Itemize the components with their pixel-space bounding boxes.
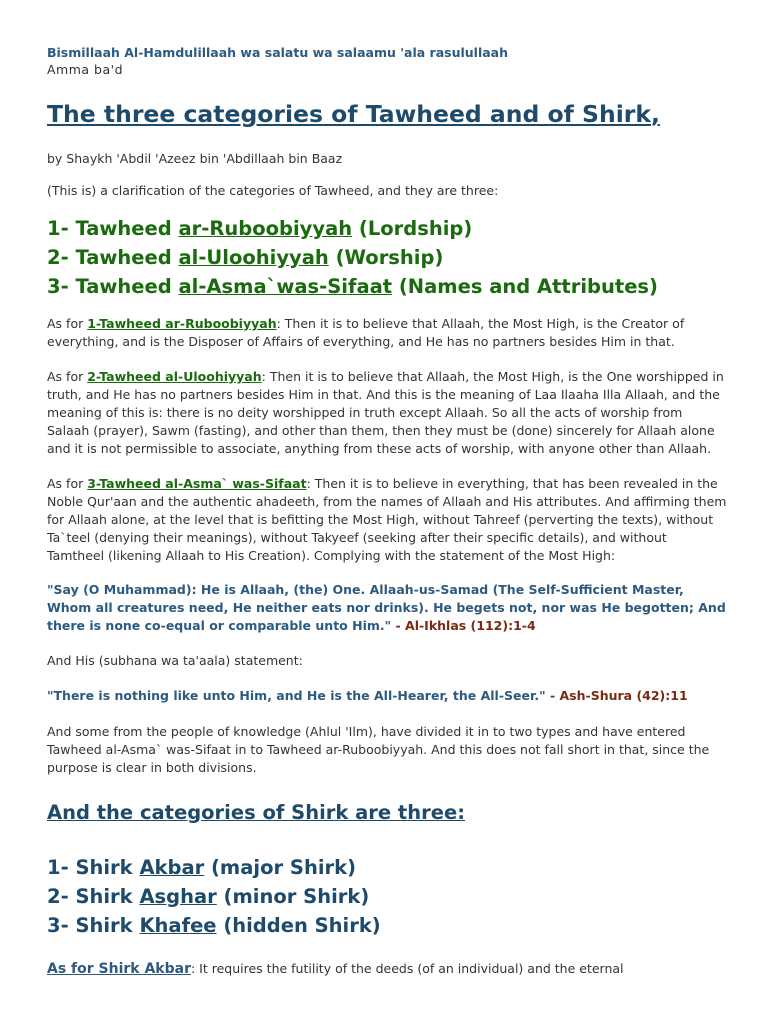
tawheed-category-list bbox=[47, 214, 727, 301]
paragraph-shirk-akbar: As for Shirk Akbar: It requires the futility of the deeds (of an individual) and the eternal bbox=[47, 961, 624, 977]
link-al-uloohiyyah[interactable]: al-Uloohiyyah bbox=[178, 246, 329, 269]
link-khafee[interactable]: Khafee bbox=[139, 914, 217, 937]
shirk-category-3: 3- Shirk Khafee (hidden Shirk) bbox=[47, 914, 381, 937]
intro-line: (This is) a clarification of the categories of Tawheed, and they are three: bbox=[47, 183, 499, 198]
anchor-asma-was-sifaat[interactable]: 3-Tawheed al-Asma` was-Sifaat bbox=[87, 476, 307, 491]
quote-al-ikhlas: "Say (O Muhammad): He is Allaah, (the) One. Allaah-us-Samad (The Self-Sufficient Master, Whom all creatures need, He neither eats nor drinks). He begets not, nor was He begotten; And there is none co-equal or comparable unto Him." - Al-Ikhlas (112):1-4 bbox=[47, 582, 726, 633]
link-akbar[interactable]: Akbar bbox=[139, 856, 205, 879]
anchor-shirk-akbar[interactable]: As for Shirk Akbar bbox=[47, 961, 191, 977]
link-asghar[interactable]: Asghar bbox=[139, 885, 217, 908]
shirk-category-2: 2- Shirk Asghar (minor Shirk) bbox=[47, 885, 370, 908]
title-text: The three categories of Tawheed and of Shirk bbox=[47, 100, 651, 128]
shirk-category-1: 1- Shirk Akbar (major Shirk) bbox=[47, 856, 357, 879]
paragraph-asma-was-sifaat: As for 3-Tawheed al-Asma` was-Sifaat: Then it is to believe in everything, that has been revealed in the Noble Qur'aan and the authentic ahadeeth, from the names of Allaah and His attributes. And affirming them for Allaah alone, at the level that is befitting the Most High, without Tahreef (perverting the texts), without Ta`teel (denying their meanings), without Takyeef (seeking after their specific details), and without Tamtheel (likening Allaah to His Creation). Complying with the statement of the Most High: bbox=[47, 476, 727, 563]
tawheed-category-1: 1- Tawheed ar-Ruboobiyyah (Lordship) bbox=[47, 217, 473, 240]
shirk-category-list bbox=[47, 853, 727, 940]
bismillah-line: Bismillaah Al-Hamdulillaah wa salatu wa salaamu 'ala rasulullaah bbox=[47, 45, 509, 60]
quote-reference: - Ash-Shura (42):11 bbox=[545, 688, 688, 703]
anchor-ruboobiyyah[interactable]: 1-Tawheed ar-Ruboobiyyah bbox=[87, 316, 277, 331]
quote-reference: - Al-Ikhlas (112):1-4 bbox=[391, 618, 536, 633]
quote-ash-shura: "There is nothing like unto Him, and He is the All-Hearer, the All-Seer." - Ash-Shura (42):11 bbox=[47, 688, 688, 703]
paragraph-statement: And His (subhana wa ta'aala) statement: bbox=[47, 653, 303, 668]
page-title bbox=[47, 98, 727, 130]
shirk-section-title: And the categories of Shirk are three: bbox=[47, 801, 465, 824]
paragraph-ruboobiyyah: As for 1-Tawheed ar-Ruboobiyyah: Then it is to believe that Allaah, the Most High, is the Creator of everything, and is the Disposer of Affairs of everything, and He has no partners besides Him in that. bbox=[47, 316, 685, 349]
link-al-asma-was-sifaat[interactable]: al-Asma`was-Sifaat bbox=[178, 275, 393, 298]
anchor-uloohiyyah[interactable]: 2-Tawheed al-Uloohiyyah bbox=[87, 369, 262, 384]
paragraph-divisions: And some from the people of knowledge (Ahlul 'Ilm), have divided it in to two types and have entered Tawheed al-Asma` was-Sifaat in to Tawheed ar-Ruboobiyyah. And this does not fall short in that, since the purpose is clear in both divisions. bbox=[47, 724, 710, 775]
amma-bad-line: Amma ba'd bbox=[47, 62, 124, 77]
title-suffix: , bbox=[650, 100, 660, 128]
link-ar-ruboobiyyah[interactable]: ar-Ruboobiyyah bbox=[178, 217, 353, 240]
tawheed-category-3: 3- Tawheed al-Asma`was-Sifaat (Names and Attributes) bbox=[47, 275, 658, 298]
tawheed-category-2: 2- Tawheed al-Uloohiyyah (Worship) bbox=[47, 246, 444, 269]
author-line: by Shaykh 'Abdil 'Azeez bin 'Abdillaah bin Baaz bbox=[47, 151, 343, 166]
document-page bbox=[47, 44, 727, 978]
paragraph-uloohiyyah: As for 2-Tawheed al-Uloohiyyah: Then it is to believe that Allaah, the Most High, is the One worshipped in truth, and He has no partners besides Him in that. And this is the meaning of Laa Ilaaha Illa Allaah, and the meaning of this is: there is no deity worshipped in truth except Allaah. So all the acts of worship from Salaah (prayer), Sawm (fasting), and other than them, then they must be (done) sincerely for Allaah alone and it is not permissible to associate, anything from these acts of worship, with anyone other than Allaah. bbox=[47, 369, 724, 456]
